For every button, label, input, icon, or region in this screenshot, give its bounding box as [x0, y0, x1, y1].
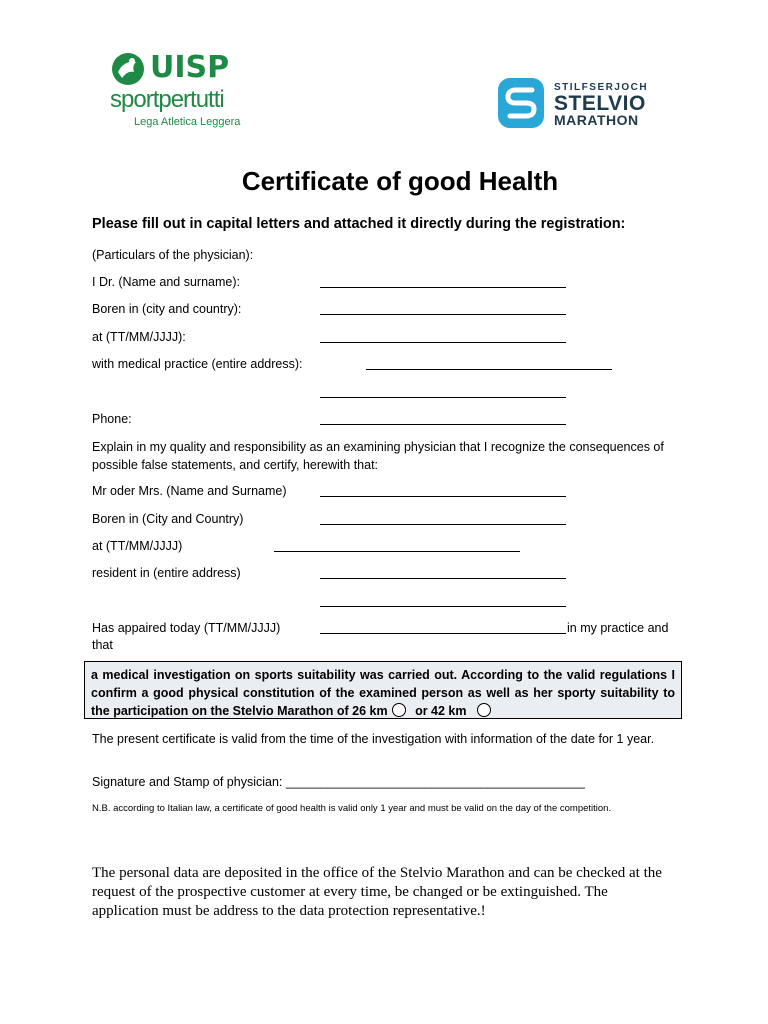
instruction-text: Please fill out in capital letters and attached it directly during the registration:: [92, 216, 626, 232]
physician-born-field[interactable]: [320, 314, 566, 315]
person-resident-field-2[interactable]: [320, 606, 566, 607]
person-appeared-suffix-2: that: [92, 638, 113, 652]
stelvio-logo-line2: STELVIO: [554, 92, 646, 115]
stelvio-s-icon: [496, 76, 546, 130]
validity-paragraph: The present certificate is valid from the time of the investigation with information of the date for 1 year.: [92, 732, 655, 746]
person-resident-label: resident in (entire address): [92, 566, 241, 580]
uisp-logo: [108, 50, 258, 132]
uisp-runner-icon: [110, 52, 146, 86]
option-26km-label: 26 km: [352, 704, 388, 718]
physician-practice-field-2[interactable]: [320, 397, 566, 398]
person-appeared-suffix: in my practice and: [567, 621, 669, 635]
stelvio-logo-line1: STILFSERJOCH: [554, 82, 649, 93]
physician-name-label: I Dr. (Name and surname):: [92, 275, 240, 289]
person-resident-field[interactable]: [320, 578, 566, 579]
physician-name-field[interactable]: [320, 287, 566, 288]
physician-practice-field[interactable]: [366, 369, 612, 370]
physician-born-label: Boren in (city and country):: [92, 302, 242, 316]
person-date-label: at (TT/MM/JJJJ): [92, 539, 183, 553]
privacy-paragraph: The personal data are deposited in the office of the Stelvio Marathon and can be checked at the request of the prospective customer at every time, be changed or be extinguished. The application must be address to the data protection representative.!: [92, 865, 662, 919]
suitability-text: a medical investigation on sports suitability was carried out. According to the valid regulations I confirm a good physical constitution of the examined person as well as her sporty suitability to the participation on the Stelvio Marathon of: [91, 668, 675, 718]
uisp-logo-sub: sportpertutti: [110, 86, 224, 113]
person-born-label: Boren in (City and Country): [92, 512, 244, 526]
declaration-paragraph: Explain in my quality and responsibility as an examining physician that I recognize the consequences of possible false statements, and certify, herewith that:: [92, 440, 664, 472]
option-42km-label: or 42 km: [415, 704, 467, 718]
physician-date-label: at (TT/MM/JJJJ):: [92, 330, 186, 344]
physician-date-field[interactable]: [320, 342, 566, 343]
option-26km-radio[interactable]: [392, 703, 406, 717]
suitability-box: [84, 661, 682, 719]
stelvio-logo-line3: MARATHON: [554, 112, 639, 128]
physician-practice-label: with medical practice (entire address):: [92, 357, 303, 371]
option-42km-radio[interactable]: [477, 703, 491, 717]
person-name-field[interactable]: [320, 496, 566, 497]
person-appeared-field[interactable]: [320, 633, 566, 634]
document-title: Certificate of good Health: [241, 166, 559, 196]
signature-stamp-field[interactable]: Signature and Stamp of physician: ___________________________________________: [92, 775, 585, 789]
nb-note: N.B. according to Italian law, a certificate of good health is valid only 1 year and must be valid on the day of the competition.: [92, 803, 612, 814]
person-born-field[interactable]: [320, 524, 566, 525]
person-date-field[interactable]: [274, 551, 520, 552]
person-appeared-label: Has appaired today (TT/MM/JJJJ): [92, 621, 281, 635]
physician-section-label: (Particulars of the physician):: [92, 248, 254, 262]
uisp-logo-word: UISP: [150, 50, 230, 85]
person-name-label: Mr oder Mrs. (Name and Surname): [92, 484, 287, 498]
stelvio-marathon-logo: [496, 76, 666, 132]
physician-phone-field[interactable]: [320, 424, 566, 425]
physician-phone-label: Phone:: [92, 412, 132, 426]
uisp-logo-sub2: Lega Atletica Leggera: [134, 116, 241, 128]
